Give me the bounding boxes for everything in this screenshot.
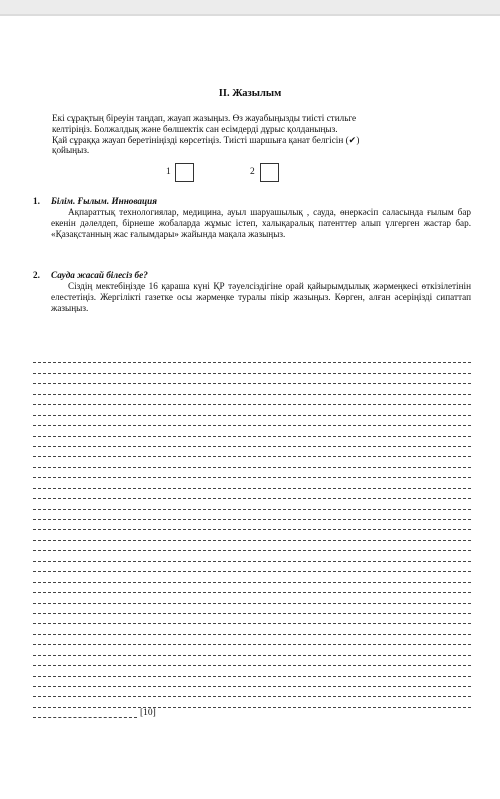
score-leader-line <box>33 709 137 718</box>
answer-line[interactable] <box>33 363 471 373</box>
task-number: 2. <box>33 270 40 280</box>
task-title: Сауда жасай білесіз бе? <box>51 270 148 280</box>
score-label: [10] <box>140 708 156 718</box>
task-1 <box>33 196 471 240</box>
answer-line[interactable] <box>33 510 471 520</box>
task-2 <box>33 270 471 314</box>
answer-line[interactable] <box>33 478 471 488</box>
task-text: Сіздің мектебіңізде 16 қараша күні ҚР тәуелсіздігіне орай қайырымдылық жәрмеңкесі өткізілетінін елестетіңіз. Жергілікті газетке осы жәрмеңке туралы пікір жазыңыз. Көрген, алған әсеріңізді сипаттап жазыңыз. <box>51 281 471 313</box>
choice-1-checkbox[interactable] <box>175 163 194 182</box>
answer-line[interactable] <box>33 551 471 561</box>
answer-line[interactable] <box>33 384 471 394</box>
answer-line[interactable] <box>33 572 471 582</box>
answer-line[interactable] <box>33 562 471 572</box>
answer-line[interactable] <box>33 520 471 530</box>
answer-line[interactable] <box>33 447 471 457</box>
answer-line[interactable] <box>33 395 471 405</box>
answer-line[interactable] <box>33 489 471 499</box>
score-row <box>33 708 156 718</box>
answer-line[interactable] <box>33 614 471 624</box>
answer-line[interactable] <box>33 416 471 426</box>
choice-number: 1 <box>166 167 171 177</box>
task-text: Ақпараттық технологиялар, медицина, ауыл шаруашылық , сауда, өнеркәсіп саласында ғылым бар екенін дәлелдеп, бірнеше жобаларда жұмыс істеп, халықаралық патенттер алып үлгерген жастар бар. «Қазақстанның жас ғалымдары» жайында мақала жазыңыз. <box>51 207 471 239</box>
answer-line[interactable] <box>33 541 471 551</box>
answer-line[interactable] <box>33 530 471 540</box>
answer-line[interactable] <box>33 468 471 478</box>
answer-line[interactable] <box>33 656 471 666</box>
answer-line[interactable] <box>33 426 471 436</box>
answer-line[interactable] <box>33 687 471 697</box>
answer-line[interactable] <box>33 457 471 467</box>
task-title: Білім. Ғылым. Инновация <box>51 196 157 206</box>
answer-line[interactable] <box>33 374 471 384</box>
instruction-line: Екі сұрақтың біреуін таңдап, жауап жазыңыз. Өз жауабыңызды тиісті стильге <box>52 113 357 123</box>
task-heading <box>33 270 471 281</box>
choice-2-checkbox[interactable] <box>260 163 279 182</box>
answer-line[interactable] <box>33 353 471 363</box>
answer-line[interactable] <box>33 405 471 415</box>
task-heading <box>33 196 471 207</box>
answer-line[interactable] <box>33 583 471 593</box>
answer-lines[interactable] <box>33 353 471 708</box>
answer-line[interactable] <box>33 499 471 509</box>
answer-line[interactable] <box>33 677 471 687</box>
instruction-line: қойыңыз. <box>52 145 90 156</box>
instruction-line: келтіріңіз. Болжалдық және бөлшектік сан есімдерді дұрыс қолданыңыз. <box>52 123 338 134</box>
instructions <box>52 113 432 156</box>
viewer-top-strip <box>0 0 500 14</box>
choice-number: 2 <box>250 167 255 177</box>
section-title: II. Жазылым <box>218 88 282 99</box>
page-edge <box>0 14 500 16</box>
answer-line[interactable] <box>33 635 471 645</box>
answer-line[interactable] <box>33 437 471 447</box>
answer-line[interactable] <box>33 666 471 676</box>
answer-line[interactable] <box>33 604 471 614</box>
answer-line[interactable] <box>33 645 471 655</box>
instruction-line: Қай сұраққа жауап беретініңізді көрсетіңіз. Тиісті шаршыға қанат белгісін (✔) <box>52 134 360 145</box>
task-number: 1. <box>33 196 40 206</box>
answer-line[interactable] <box>33 593 471 603</box>
answer-line[interactable] <box>33 624 471 634</box>
answer-line[interactable] <box>33 697 471 707</box>
